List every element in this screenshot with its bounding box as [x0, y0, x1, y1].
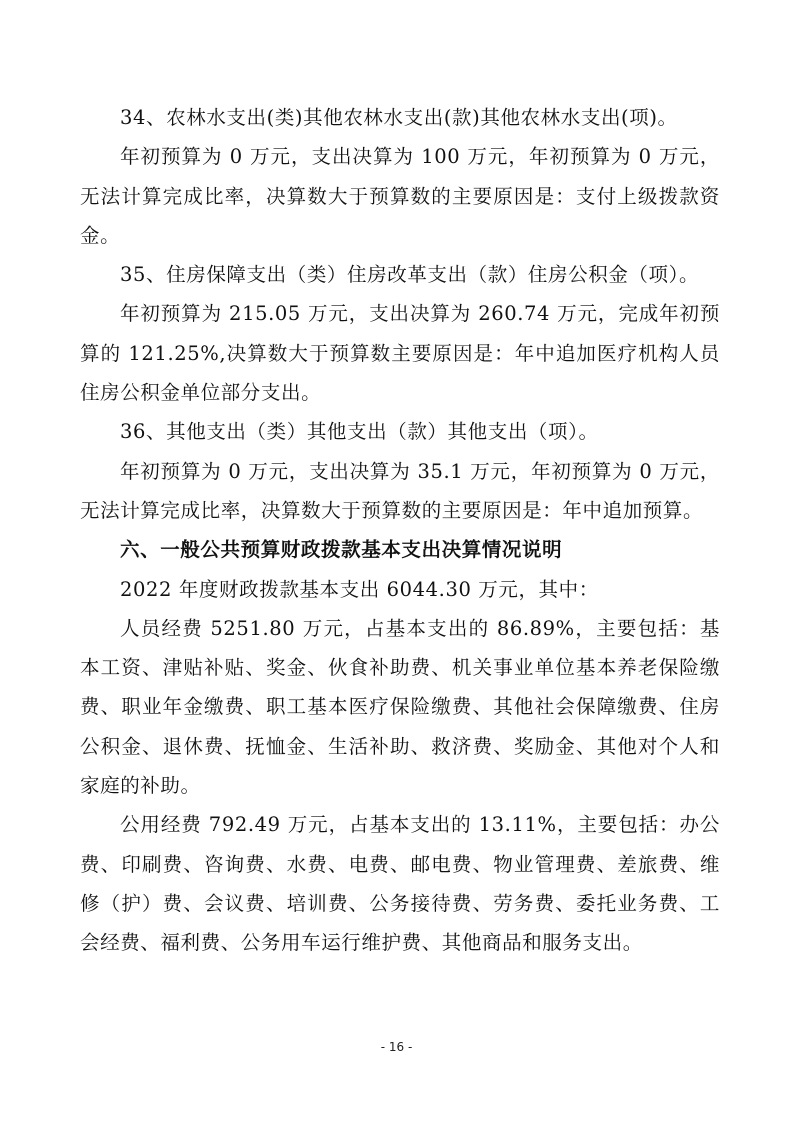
document-body — [80, 98, 720, 963]
section-heading: 六、一般公共预算财政拨款基本支出决算情况说明 — [120, 538, 563, 562]
public-expenses-paragraph: 公用经费 792.49 万元，占基本支出的 13.11%，主要包括：办公费、印刷费、咨询费、水费、电费、邮电费、物业管理费、差旅费、维修（护）费、会议费、培训费、公务接待费、劳务费、委托业务费、工会经费、福利费、公务用车运行维护费、其他商品和服务支出。 — [80, 813, 720, 955]
item-36-description: 年初预算为 0 万元，支出决算为 35.1 万元，年初预算为 0 万元，无法计算完成比率，决算数大于预算数的主要原因是：年中追加预算。 — [80, 459, 720, 522]
item-35-description: 年初预算为 215.05 万元，支出决算为 260.74 万元，完成年初预算的 121.25%,决算数大于预算数主要原因是：年中追加医疗机构人员住房公积金单位部分支出。 — [80, 302, 720, 405]
item-35-title: 35、住房保障支出（类）住房改革支出（款）住房公积金（项）。 — [120, 263, 700, 287]
basic-expenditure-total: 2022 年度财政拨款基本支出 6044.30 万元，其中： — [120, 577, 599, 601]
page-number: - 16 - — [380, 1040, 413, 1054]
item-36-title: 36、其他支出（类）其他支出（款）其他支出（项）。 — [120, 420, 599, 444]
item-34-title: 34、农林水支出(类)其他农林水支出(款)其他农林水支出(项)。 — [120, 106, 678, 129]
item-34-description: 年初预算为 0 万元，支出决算为 100 万元，年初预算为 0 万元，无法计算完成比率，决算数大于预算数的主要原因是：支付上级拨款资金。 — [80, 145, 720, 247]
personnel-expenses-paragraph: 人员经费 5251.80 万元，占基本支出的 86.89%，主要包括：基本工资、津贴补贴、奖金、伙食补助费、机关事业单位基本养老保险缴费、职业年金缴费、职工基本医疗保险缴费、其他社会保障缴费、住房公积金、退休费、抚恤金、生活补助、救济费、奖励金、其他对个人和家庭的补助。 — [80, 616, 720, 798]
